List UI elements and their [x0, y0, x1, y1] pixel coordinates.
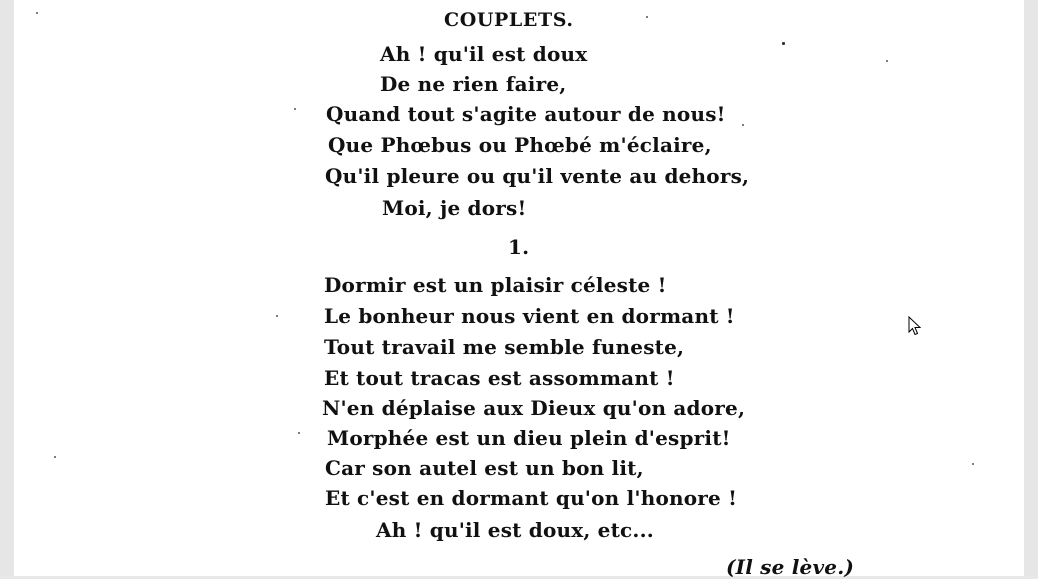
verse-line: Car son autel est un bon lit, — [325, 456, 644, 480]
scan-speck — [886, 60, 888, 62]
verse-line: Que Phœbus ou Phœbé m'éclaire, — [328, 133, 712, 157]
scan-speck — [294, 108, 296, 110]
verse-line: Et tout tracas est assommant ! — [324, 366, 675, 390]
scan-border-left — [0, 0, 14, 576]
verse-line: Le bonheur nous vient en dormant ! — [324, 304, 735, 328]
scan-speck — [972, 463, 974, 465]
stage-direction: (Il se lève.) — [726, 555, 855, 579]
verse-line: Dormir est un plaisir céleste ! — [324, 273, 667, 297]
mouse-pointer-icon — [908, 316, 922, 336]
verse-line: Tout travail me semble funeste, — [324, 335, 685, 359]
page-title: COUPLETS. — [444, 9, 574, 31]
verse-line: Moi, je dors! — [382, 196, 527, 220]
verse-line: Quand tout s'agite autour de nous! — [326, 102, 726, 126]
scan-speck — [742, 124, 744, 126]
document-page — [14, 0, 1024, 579]
verse-line: Morphée est un dieu plein d'esprit! — [327, 426, 731, 450]
scan-speck — [782, 42, 785, 45]
stanza-marker: 1. — [508, 235, 530, 259]
verse-line: Ah ! qu'il est doux, etc... — [376, 518, 654, 542]
scan-speck — [54, 456, 56, 458]
verse-line: N'en déplaise aux Dieux qu'on adore, — [322, 396, 746, 420]
scan-speck — [646, 16, 648, 18]
verse-line: Qu'il pleure ou qu'il vente au dehors, — [325, 164, 750, 188]
scan-speck — [276, 315, 278, 317]
scan-border-right — [1024, 0, 1038, 576]
verse-line: De ne rien faire, — [380, 72, 567, 96]
scan-speck — [298, 432, 300, 434]
scan-speck — [36, 12, 38, 14]
verse-line: Ah ! qu'il est doux — [380, 42, 588, 66]
verse-line: Et c'est en dormant qu'on l'honore ! — [325, 486, 738, 510]
